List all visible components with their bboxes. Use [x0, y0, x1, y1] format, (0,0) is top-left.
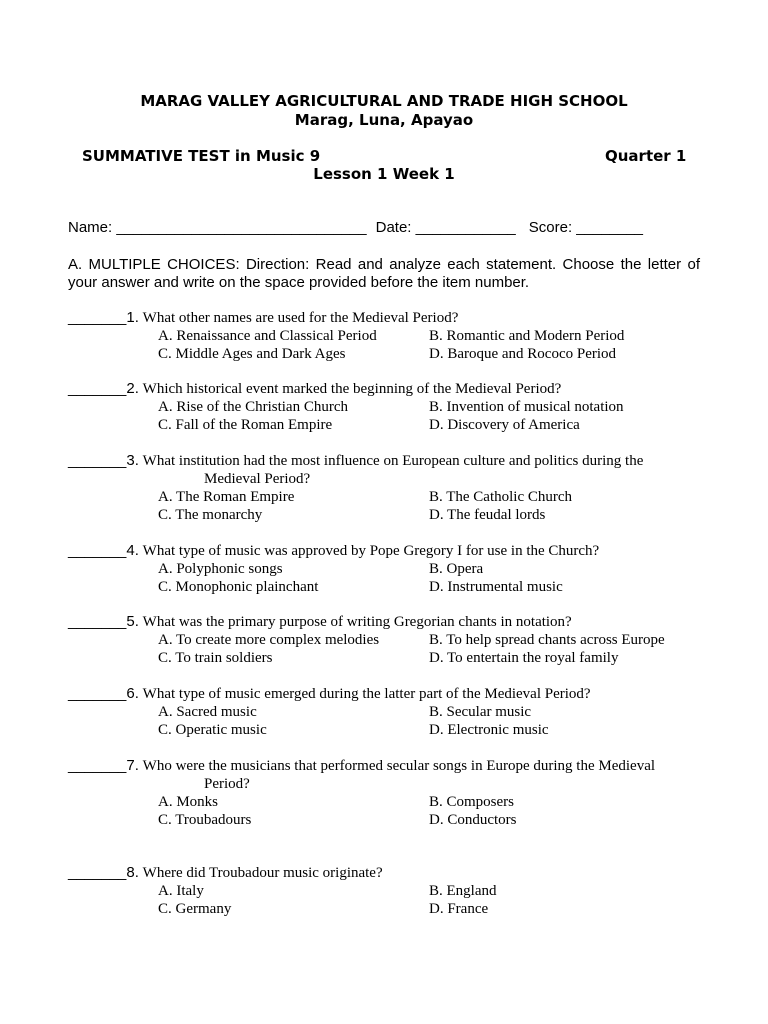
option-a: A. The Roman Empire	[158, 489, 295, 505]
option-d: D. Baroque and Rococo Period	[429, 346, 617, 362]
question-number: 1.	[126, 309, 139, 326]
directions: A. MULTIPLE CHOICES: Direction: Read and analyze each statement. Choose the letter of your answer and write on the space provided before the item number.	[68, 256, 700, 291]
answer-blank[interactable]: _______	[68, 452, 127, 469]
school-name: MARAG VALLEY AGRICULTURAL AND TRADE HIGH SCHOOL	[140, 92, 628, 110]
question-2	[68, 380, 708, 434]
option-b: B. To help spread chants across Europe	[429, 632, 665, 648]
question-number: 5.	[126, 613, 139, 630]
answer-blank[interactable]: _______	[68, 613, 127, 630]
option-b: B. England	[429, 883, 497, 899]
options	[68, 703, 708, 739]
question-6	[68, 685, 708, 739]
question-7	[68, 757, 708, 829]
question-number: 8.	[126, 864, 139, 881]
option-a: A. Monks	[158, 794, 219, 810]
question-number: 4.	[126, 542, 139, 559]
question-3	[68, 452, 708, 524]
option-b: B. The Catholic Church	[429, 489, 573, 505]
option-c: C. Germany	[158, 901, 232, 917]
question-text: What was the primary purpose of writing Gregorian chants in notation?	[142, 614, 572, 630]
option-d: D. To entertain the royal family	[429, 650, 619, 666]
option-b: B. Opera	[429, 561, 484, 577]
option-d: D. The feudal lords	[429, 507, 546, 523]
option-d: D. France	[429, 901, 489, 917]
answer-blank[interactable]: _______	[68, 864, 127, 881]
question-text-continuation: Medieval Period?	[204, 471, 311, 487]
date-field[interactable]: Date: ____________	[375, 219, 516, 236]
question-number: 6.	[126, 685, 139, 702]
name-field[interactable]: Name: ______________________________	[68, 219, 367, 236]
option-a: A. Rise of the Christian Church	[158, 399, 348, 415]
answer-blank[interactable]: _______	[68, 542, 127, 559]
option-b: B. Secular music	[429, 704, 532, 720]
lesson-label: Lesson 1 Week 1	[313, 165, 455, 183]
options	[68, 882, 708, 918]
question-text: What other names are used for the Medieval Period?	[142, 310, 459, 326]
question-text: What type of music emerged during the latter part of the Medieval Period?	[142, 686, 591, 702]
question-text: Where did Troubadour music originate?	[142, 865, 383, 881]
option-d: D. Conductors	[429, 812, 517, 828]
quarter-label: Quarter 1	[605, 147, 687, 165]
options	[68, 560, 708, 596]
question-number: 7.	[126, 757, 139, 774]
option-c: C. The monarchy	[158, 507, 263, 523]
option-b: B. Romantic and Modern Period	[429, 328, 625, 344]
answer-blank[interactable]: _______	[68, 309, 127, 326]
question-5	[68, 613, 708, 667]
question-text: What institution had the most influence on European culture and politics during the	[142, 453, 644, 469]
option-a: A. Polyphonic songs	[158, 561, 283, 577]
answer-blank[interactable]: _______	[68, 685, 127, 702]
options	[68, 398, 708, 434]
options	[68, 631, 708, 667]
option-c: C. Operatic music	[158, 722, 267, 738]
question-number: 3.	[126, 452, 139, 469]
question-4	[68, 542, 708, 596]
options	[68, 327, 708, 363]
option-c: C. Fall of the Roman Empire	[158, 417, 333, 433]
answer-blank[interactable]: _______	[68, 380, 127, 397]
student-info-line	[68, 219, 643, 237]
school-location: Marag, Luna, Apayao	[294, 111, 474, 129]
question-number: 2.	[126, 380, 139, 397]
question-text: What type of music was approved by Pope Gregory I for use in the Church?	[142, 543, 600, 559]
question-8	[68, 864, 708, 918]
option-d: D. Discovery of America	[429, 417, 580, 433]
option-a: A. Renaissance and Classical Period	[158, 328, 377, 344]
option-d: D. Electronic music	[429, 722, 549, 738]
answer-blank[interactable]: _______	[68, 757, 127, 774]
option-c: C. To train soldiers	[158, 650, 273, 666]
score-field[interactable]: Score: ________	[528, 219, 644, 236]
question-text: Who were the musicians that performed secular songs in Europe during the Medieval	[142, 758, 656, 774]
option-a: A. Sacred music	[158, 704, 257, 720]
option-a: A. To create more complex melodies	[158, 632, 380, 648]
question-text-continuation: Period?	[204, 776, 250, 792]
question-1	[68, 309, 708, 363]
option-c: C. Middle Ages and Dark Ages	[158, 346, 346, 362]
option-c: C. Troubadours	[158, 812, 252, 828]
option-c: C. Monophonic plainchant	[158, 579, 319, 595]
options	[68, 488, 708, 524]
options	[68, 793, 708, 829]
question-text: Which historical event marked the beginning of the Medieval Period?	[142, 381, 562, 397]
option-b: B. Invention of musical notation	[429, 399, 624, 415]
option-b: B. Composers	[429, 794, 515, 810]
test-title: SUMMATIVE TEST in Music 9	[82, 147, 321, 165]
option-a: A. Italy	[158, 883, 204, 899]
option-d: D. Instrumental music	[429, 579, 563, 595]
